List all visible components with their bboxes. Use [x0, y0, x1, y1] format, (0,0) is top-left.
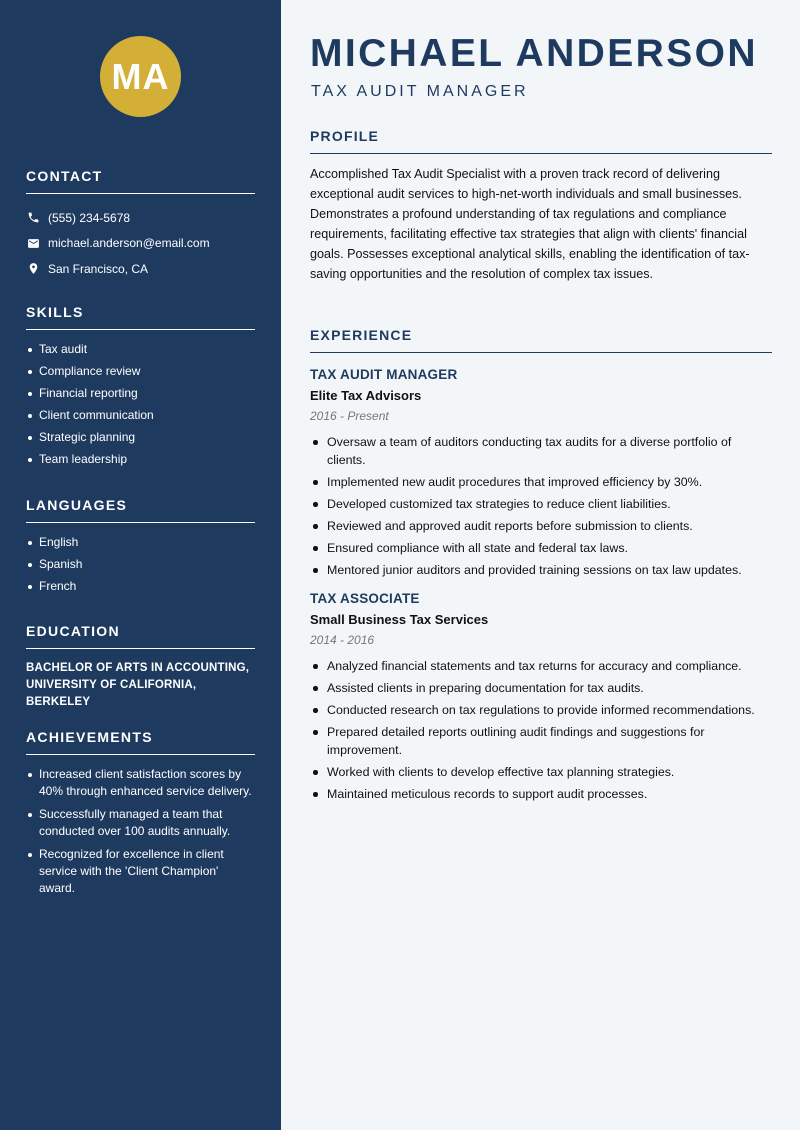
- list-item: Analyzed financial statements and tax returns for accuracy and compliance.: [310, 657, 772, 675]
- location-icon: [26, 262, 40, 276]
- list-item: Prepared detailed reports outlining audit findings and suggestions for improvement.: [310, 723, 772, 759]
- profile-heading: PROFILE: [310, 128, 772, 154]
- profile-text: Accomplished Tax Audit Specialist with a proven track record of delivering exceptional audit services to high-net-worth individuals and small businesses. Demonstrates a profound understanding of tax regulations and compliance requirements, facilitating effective tax strategies that align with clients' financial goals. Possesses exceptional analytical skills, enabling the identification of tax-saving opportunities and the resolution of complex tax issues.: [310, 167, 750, 281]
- avatar: [100, 36, 181, 117]
- list-item: Maintained meticulous records to support audit processes.: [310, 785, 772, 803]
- job-bullets: [310, 433, 772, 579]
- list-item: Conducted research on tax regulations to provide informed recommendations.: [310, 701, 772, 719]
- experience-section: [310, 327, 772, 807]
- contact-heading: CONTACT: [26, 168, 255, 194]
- skills-heading: SKILLS: [26, 304, 255, 330]
- job-company: Small Business Tax Services: [310, 612, 489, 627]
- list-item: Developed customized tax strategies to reduce client liabilities.: [310, 495, 772, 513]
- list-item: Team leadership: [26, 451, 255, 467]
- list-item: Strategic planning: [26, 429, 255, 445]
- job-entry: [310, 367, 772, 579]
- contact-location: [26, 256, 255, 282]
- list-item: Worked with clients to develop effective tax planning strategies.: [310, 763, 772, 781]
- skills-section: [26, 304, 255, 473]
- job-bullets: [310, 657, 772, 803]
- contact-phone: [26, 205, 255, 231]
- experience-heading: EXPERIENCE: [310, 327, 772, 353]
- candidate-name: MICHAEL ANDERSON: [310, 32, 758, 75]
- list-item: Ensured compliance with all state and federal tax laws.: [310, 539, 772, 557]
- profile-section: [310, 128, 772, 284]
- job-company: Elite Tax Advisors: [310, 388, 422, 403]
- list-item: Implemented new audit procedures that improved efficiency by 30%.: [310, 473, 772, 491]
- education-degree: BACHELOR OF ARTS IN ACCOUNTING, UNIVERSITY OF CALIFORNIA, BERKELEY: [26, 662, 250, 708]
- phone-icon: [26, 211, 40, 225]
- education-section: [26, 623, 255, 711]
- main-content: [281, 0, 800, 1130]
- list-item: Mentored junior auditors and provided training sessions on tax law updates.: [310, 561, 772, 579]
- contact-section: [26, 168, 255, 282]
- languages-list: [26, 534, 255, 594]
- phone-text: (555) 234-5678: [48, 210, 131, 225]
- list-item: Compliance review: [26, 363, 255, 379]
- list-item: Assisted clients in preparing documentation for tax audits.: [310, 679, 772, 697]
- list-item: Client communication: [26, 407, 255, 423]
- skills-list: [26, 341, 255, 467]
- list-item: Spanish: [26, 556, 255, 572]
- achievements-section: [26, 729, 255, 903]
- job-title: TAX ASSOCIATE: [310, 591, 420, 606]
- contact-email: [26, 231, 255, 257]
- email-text: michael.anderson@email.com: [48, 236, 210, 251]
- list-item: Reviewed and approved audit reports before submission to clients.: [310, 517, 772, 535]
- education-heading: EDUCATION: [26, 623, 255, 649]
- achievements-list: [26, 766, 255, 897]
- sidebar: [0, 0, 281, 1130]
- list-item: Successfully managed a team that conducted over 100 audits annually.: [26, 806, 255, 840]
- list-item: French: [26, 578, 255, 594]
- contact-list: [26, 205, 255, 282]
- email-icon: [26, 236, 40, 250]
- job-dates: 2014 - 2016: [310, 633, 375, 647]
- list-item: Financial reporting: [26, 385, 255, 401]
- job-entry: [310, 591, 772, 803]
- list-item: Oversaw a team of auditors conducting tax audits for a diverse portfolio of clients.: [310, 433, 772, 469]
- list-item: Increased client satisfaction scores by 40% through enhanced service delivery.: [26, 766, 255, 800]
- languages-section: [26, 497, 255, 600]
- achievements-heading: ACHIEVEMENTS: [26, 729, 255, 755]
- list-item: English: [26, 534, 255, 550]
- list-item: Recognized for excellence in client service with the 'Client Champion' award.: [26, 846, 255, 897]
- languages-heading: LANGUAGES: [26, 497, 255, 523]
- location-text: San Francisco, CA: [48, 261, 149, 276]
- avatar-initials: MA: [111, 55, 170, 97]
- job-title: TAX AUDIT MANAGER: [310, 367, 458, 382]
- candidate-role: TAX AUDIT MANAGER: [311, 83, 529, 100]
- job-dates: 2016 - Present: [310, 409, 389, 423]
- list-item: Tax audit: [26, 341, 255, 357]
